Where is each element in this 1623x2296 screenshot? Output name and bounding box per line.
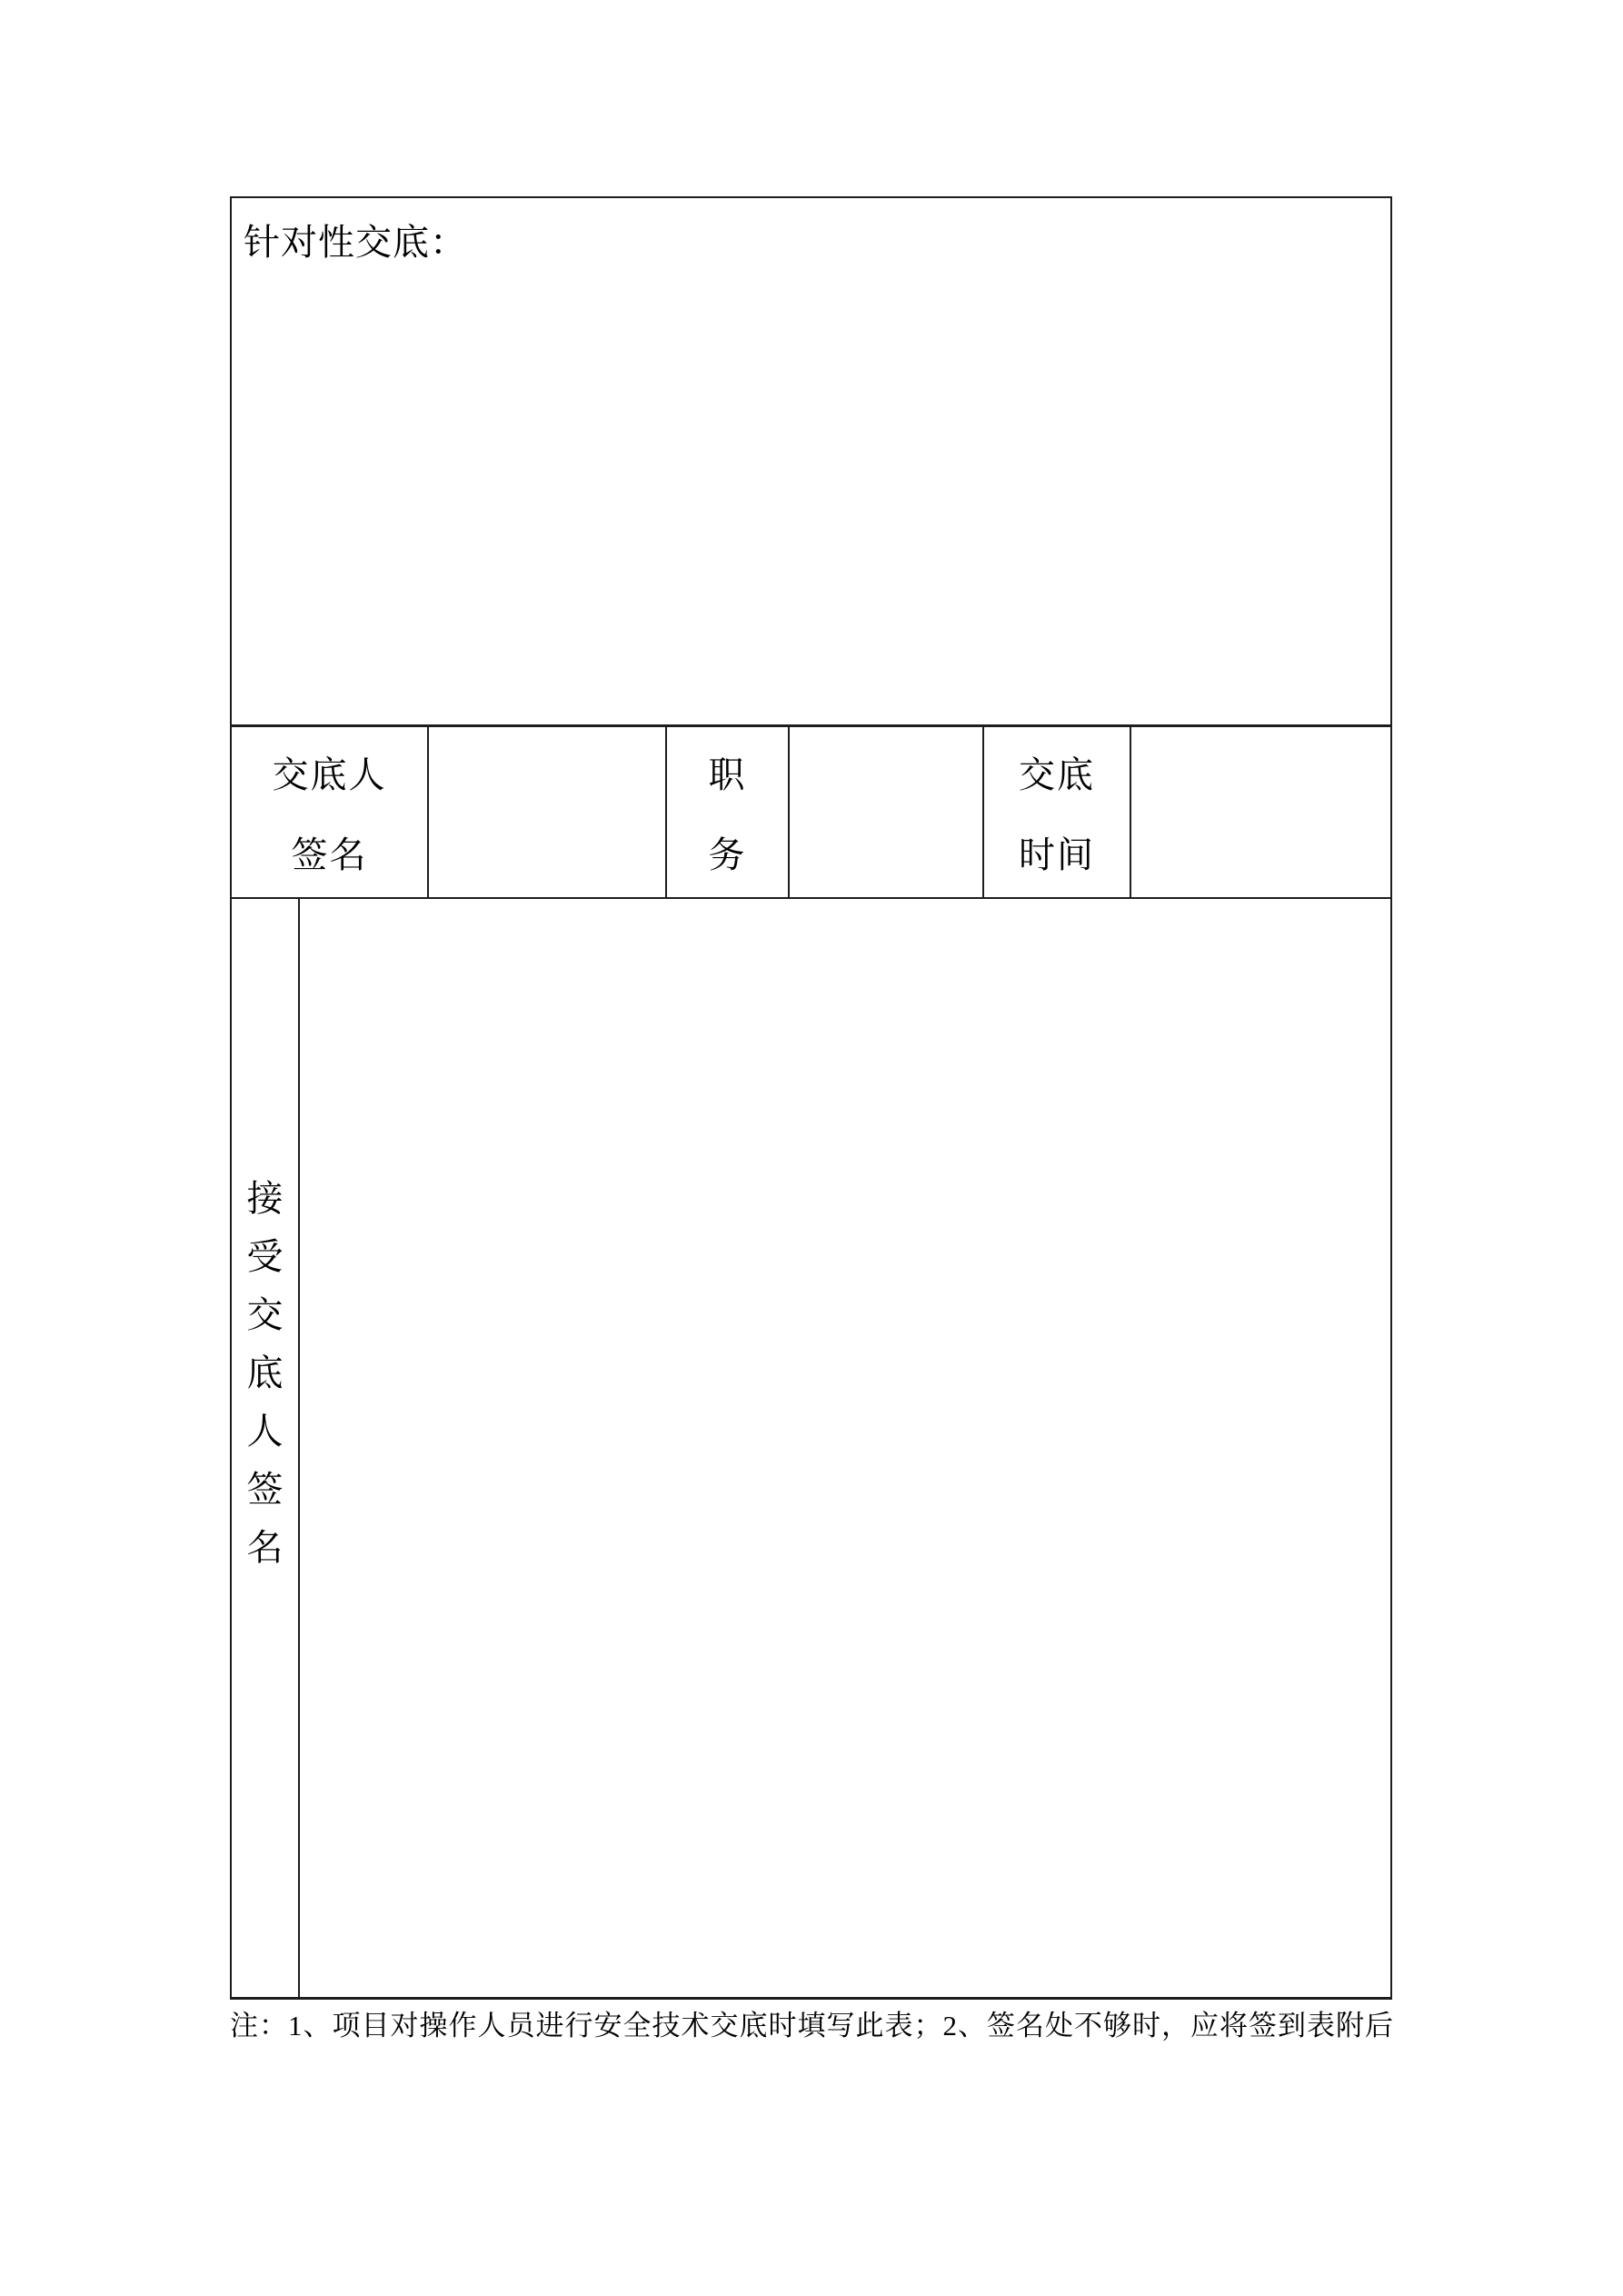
targeted-disclosure-cell[interactable] [232,198,1390,727]
safety-disclosure-form-table [230,196,1392,2000]
position-label [667,727,790,897]
discloser-signature-label [232,727,429,897]
targeted-disclosure-heading: 针对性交底： [244,222,467,263]
recipient-signature-label-char: 受 [246,1235,284,1277]
signature-position-time-row [232,727,1390,899]
discloser-signature-label-line1: 交底人 [272,754,387,795]
recipient-signature-label-char: 人 [246,1410,284,1452]
recipient-signature-label-char: 交 [246,1293,284,1335]
recipient-signature-label-char: 底 [246,1352,284,1393]
recipient-signature-row [232,899,1390,1997]
recipient-signature-label [232,899,300,1997]
disclosure-time-label-line1: 交底 [1019,754,1095,795]
discloser-signature-field[interactable] [429,727,667,897]
position-field[interactable] [790,727,984,897]
footnote: 注：1、项目对操作人员进行安全技术交底时填写此表；2、签名处不够时，应将签到表附后 [230,2010,1394,2041]
position-label-line2: 务 [708,834,747,875]
disclosure-time-label [984,727,1131,897]
disclosure-time-field[interactable] [1131,727,1390,897]
position-label-line1: 职 [708,754,747,795]
recipient-signature-label-char: 签 [246,1468,284,1510]
disclosure-time-label-line2: 时间 [1019,834,1095,875]
recipient-signature-label-char: 接 [246,1177,284,1219]
recipient-signature-field[interactable] [300,899,1390,1997]
discloser-signature-label-line2: 签名 [291,834,368,875]
recipient-signature-label-char: 名 [246,1526,284,1568]
